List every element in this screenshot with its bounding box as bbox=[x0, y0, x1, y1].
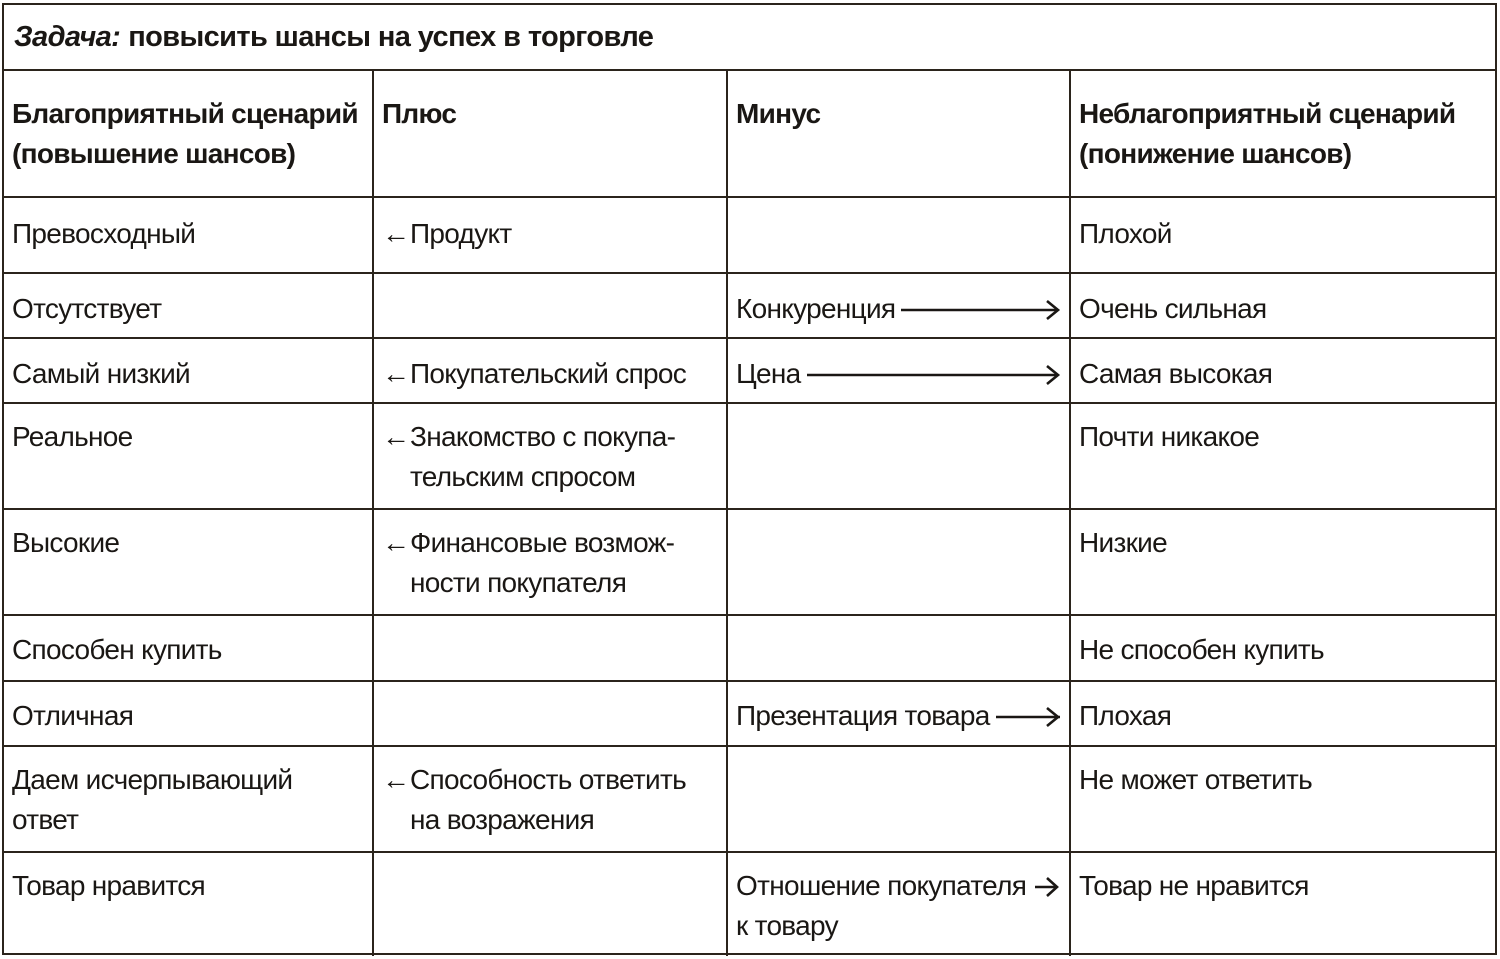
arrow-left-icon: ← bbox=[382, 358, 410, 389]
table-row bbox=[4, 273, 1495, 338]
plus-cell bbox=[373, 403, 727, 509]
table-row bbox=[4, 338, 1495, 403]
unfavorable-cell: Почти никакое bbox=[1070, 403, 1495, 509]
table-row bbox=[4, 615, 1495, 681]
plus-factor: Финансовые возмож-ности покупателя bbox=[410, 527, 675, 598]
minus-factor: Презентация товара bbox=[736, 700, 990, 731]
arrow-left-icon: ← bbox=[382, 764, 410, 795]
unfavorable-cell: Не может ответить bbox=[1070, 746, 1495, 852]
arrow-left-icon: ← bbox=[382, 218, 410, 249]
task-heading bbox=[4, 5, 1495, 71]
plus-cell bbox=[373, 338, 727, 403]
scenario-table bbox=[4, 71, 1495, 956]
task-text: повысить шансы на успех в торговле bbox=[128, 20, 654, 53]
table-row bbox=[4, 681, 1495, 746]
header-plus: Плюс bbox=[373, 71, 727, 197]
scenario-table-frame bbox=[2, 3, 1497, 955]
unfavorable-cell: Плохой bbox=[1070, 197, 1495, 273]
plus-cell bbox=[373, 746, 727, 852]
plus-factor: Продукт bbox=[410, 218, 512, 249]
minus-factor: Цена bbox=[736, 358, 801, 389]
favorable-cell: Высокие bbox=[4, 509, 373, 615]
minus-cell bbox=[727, 746, 1070, 852]
arrow-right-icon bbox=[807, 354, 1061, 394]
table-row bbox=[4, 509, 1495, 615]
minus-factor: Конкуренция bbox=[736, 293, 896, 324]
header-favorable: Благоприятный сценарий (повышение шансов) bbox=[4, 71, 373, 197]
plus-cell bbox=[373, 615, 727, 681]
favorable-cell: Отличная bbox=[4, 681, 373, 746]
plus-cell bbox=[373, 197, 727, 273]
arrow-right-icon bbox=[996, 696, 1061, 736]
table-row bbox=[4, 403, 1495, 509]
arrow-right-icon bbox=[1031, 866, 1061, 917]
header-unfavorable: Неблагоприятный сценарий (понижение шансов) bbox=[1070, 71, 1495, 197]
unfavorable-cell: Низкие bbox=[1070, 509, 1495, 615]
minus-cell bbox=[727, 338, 1070, 403]
plus-factor: Способность ответить на возражения bbox=[410, 764, 686, 835]
unfavorable-cell: Самая высокая bbox=[1070, 338, 1495, 403]
favorable-cell: Отсутствует bbox=[4, 273, 373, 338]
plus-factor: Знакомство с покупа-тельским спросом bbox=[410, 421, 676, 492]
minus-cell bbox=[727, 273, 1070, 338]
plus-cell bbox=[373, 681, 727, 746]
favorable-cell: Способен купить bbox=[4, 615, 373, 681]
unfavorable-cell: Товар не нравится bbox=[1070, 852, 1495, 956]
minus-cell bbox=[727, 615, 1070, 681]
minus-cell bbox=[727, 681, 1070, 746]
minus-cell bbox=[727, 197, 1070, 273]
table-row bbox=[4, 197, 1495, 273]
unfavorable-cell: Не способен купить bbox=[1070, 615, 1495, 681]
arrow-left-icon: ← bbox=[382, 527, 410, 558]
unfavorable-cell: Плохая bbox=[1070, 681, 1495, 746]
minus-cell bbox=[727, 509, 1070, 615]
minus-factor: Отношение покупателя к товару bbox=[736, 870, 1027, 941]
plus-cell bbox=[373, 509, 727, 615]
unfavorable-cell: Очень сильная bbox=[1070, 273, 1495, 338]
favorable-cell: Даем исчерпывающий ответ bbox=[4, 746, 373, 852]
favorable-cell: Превосходный bbox=[4, 197, 373, 273]
header-row bbox=[4, 71, 1495, 197]
minus-cell bbox=[727, 403, 1070, 509]
favorable-cell: Товар нравится bbox=[4, 852, 373, 956]
favorable-cell: Реальное bbox=[4, 403, 373, 509]
favorable-cell: Самый низкий bbox=[4, 338, 373, 403]
plus-cell bbox=[373, 273, 727, 338]
plus-factor: Покупательский спрос bbox=[410, 358, 687, 389]
arrow-right-icon bbox=[901, 289, 1061, 329]
plus-cell bbox=[373, 852, 727, 956]
table-row bbox=[4, 852, 1495, 956]
minus-cell bbox=[727, 852, 1070, 956]
header-minus: Минус bbox=[727, 71, 1070, 197]
task-label: Задача: bbox=[14, 20, 121, 53]
arrow-left-icon: ← bbox=[382, 421, 410, 452]
table-row bbox=[4, 746, 1495, 852]
